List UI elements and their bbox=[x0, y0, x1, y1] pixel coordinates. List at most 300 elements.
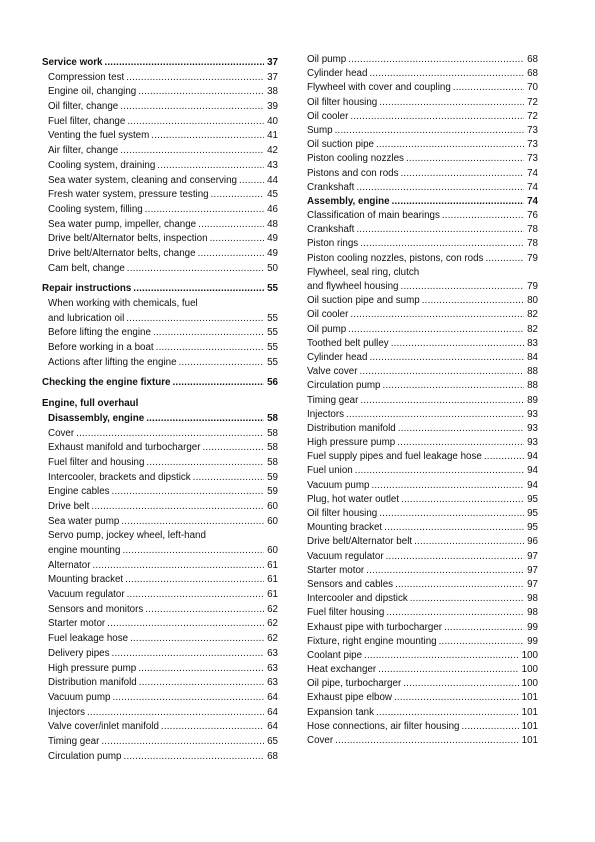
dot-leader bbox=[179, 356, 265, 371]
toc-page-number: 88 bbox=[527, 380, 538, 392]
toc-entry bbox=[307, 621, 538, 635]
toc-page-number: 61 bbox=[267, 559, 278, 571]
toc-entry-title: Circulation pump bbox=[307, 380, 381, 392]
toc-entry-line bbox=[307, 450, 538, 464]
toc-entry-title: Oil filter housing bbox=[307, 508, 378, 519]
dot-leader bbox=[101, 735, 264, 750]
toc-entry bbox=[307, 323, 538, 337]
toc-page-number: 73 bbox=[527, 124, 538, 136]
toc-page-number: 62 bbox=[267, 603, 278, 615]
dot-leader bbox=[359, 365, 524, 379]
toc-entry-title: Sea water system, cleaning and conserving bbox=[48, 174, 237, 186]
toc-entry bbox=[307, 152, 538, 166]
toc-entry-line bbox=[48, 85, 278, 100]
toc-page-number: 49 bbox=[267, 247, 278, 259]
toc-entry-line bbox=[307, 663, 538, 677]
toc-entry-title: Fuel filter and housing bbox=[48, 456, 145, 468]
toc-entry-title: Vacuum pump bbox=[307, 479, 370, 491]
toc-entry-title: Service work bbox=[42, 57, 103, 68]
toc-page-number: 98 bbox=[527, 593, 538, 605]
toc-entry-title: Engine cables bbox=[48, 486, 110, 498]
toc-entry bbox=[42, 71, 278, 86]
toc-entry-title: Cam belt, change bbox=[48, 262, 125, 274]
toc-entry-line bbox=[307, 649, 538, 663]
toc-entry bbox=[307, 365, 538, 379]
toc-entry-title: Drive belt bbox=[48, 500, 90, 512]
toc-entry-line bbox=[307, 167, 538, 181]
toc-entry bbox=[307, 535, 538, 549]
toc-entry-title: Sensors and monitors bbox=[48, 603, 144, 615]
toc-page-number: 38 bbox=[267, 86, 278, 98]
toc-page-number: 64 bbox=[267, 721, 278, 733]
toc-entry-line bbox=[48, 262, 278, 277]
toc-entry-line bbox=[42, 376, 278, 391]
toc-entry-line bbox=[48, 691, 278, 706]
toc-entry bbox=[307, 521, 538, 535]
toc-entry-title: Sea water pump, impeller, change bbox=[48, 218, 197, 230]
toc-entry bbox=[42, 456, 278, 471]
dot-leader bbox=[126, 312, 264, 327]
toc-entry bbox=[307, 138, 538, 152]
dot-leader bbox=[126, 71, 264, 86]
toc-page-number: 63 bbox=[267, 677, 278, 689]
toc-page-number: 99 bbox=[527, 621, 538, 633]
toc-entry-title: Pistons and con rods bbox=[307, 167, 399, 179]
toc-entry-line bbox=[48, 456, 278, 471]
dot-leader bbox=[350, 110, 524, 124]
toc-page-number: 55 bbox=[267, 312, 278, 324]
toc-entry-title: Alternator bbox=[48, 559, 91, 571]
toc-section-heading bbox=[307, 195, 538, 209]
toc-entry-line bbox=[48, 356, 278, 371]
toc-entry bbox=[42, 159, 278, 174]
toc-entry bbox=[42, 485, 278, 500]
toc-entry-title: Valve cover bbox=[307, 366, 358, 378]
toc-page-number: 95 bbox=[527, 493, 538, 505]
toc-entry bbox=[307, 81, 538, 95]
toc-entry bbox=[42, 203, 278, 218]
toc-entry bbox=[307, 294, 538, 308]
dot-leader bbox=[239, 174, 264, 189]
toc-page-number: 74 bbox=[527, 181, 538, 193]
dot-leader bbox=[172, 376, 264, 391]
toc-entry-line bbox=[307, 124, 538, 138]
toc-entry-title: Flywheel with cover and coupling bbox=[307, 82, 451, 94]
toc-entry-title: Fuel filter, change bbox=[48, 115, 126, 127]
toc-entry-title: Delivery pipes bbox=[48, 647, 110, 659]
toc-page-number: 93 bbox=[527, 422, 538, 434]
toc-entry-line bbox=[307, 351, 538, 365]
toc-page-number: 93 bbox=[527, 437, 538, 449]
toc-page-number: 94 bbox=[527, 451, 538, 463]
toc-page-number: 78 bbox=[527, 224, 538, 236]
toc-entry bbox=[42, 735, 278, 750]
dot-leader bbox=[392, 195, 525, 209]
toc-section-heading bbox=[42, 412, 278, 427]
toc-page-number: 101 bbox=[521, 720, 538, 732]
toc-column-right bbox=[307, 53, 538, 748]
toc-entry-title: Engine oil, changing bbox=[48, 86, 137, 98]
toc-entry-title: Drive belt/Alternator belt bbox=[307, 536, 413, 548]
dot-leader bbox=[350, 308, 524, 322]
toc-entry-line bbox=[48, 174, 278, 189]
toc-entry bbox=[42, 188, 278, 203]
toc-entry-line bbox=[48, 735, 278, 750]
toc-page-number: 46 bbox=[267, 203, 278, 215]
toc-entry bbox=[307, 564, 538, 578]
dot-leader bbox=[386, 606, 524, 620]
toc-entry bbox=[42, 232, 278, 247]
dot-leader bbox=[395, 578, 524, 592]
toc-entry-title: High pressure pump bbox=[307, 437, 396, 449]
toc-entry-title: Fuel supply pipes and fuel leakage hose bbox=[307, 451, 482, 463]
toc-entry-title: Circulation pump bbox=[48, 750, 122, 762]
toc-entry-title: Checking the engine fixture bbox=[42, 377, 171, 389]
dot-leader bbox=[369, 351, 524, 365]
toc-entry-title: Fuel union bbox=[307, 465, 353, 477]
toc-page-number: 56 bbox=[267, 377, 278, 389]
toc-page-number: 61 bbox=[267, 574, 278, 586]
toc-entry bbox=[307, 252, 538, 266]
toc-page-number: 76 bbox=[527, 210, 538, 222]
dot-leader bbox=[161, 720, 264, 735]
dot-leader bbox=[120, 100, 264, 115]
toc-entry-title-line: When working with chemicals, fuel bbox=[48, 298, 198, 309]
toc-page-number: 98 bbox=[527, 607, 538, 619]
toc-entry bbox=[307, 96, 538, 110]
toc-section-heading bbox=[42, 376, 278, 391]
toc-entry-line bbox=[48, 100, 278, 115]
toc-entry-line bbox=[307, 280, 538, 294]
toc-entry bbox=[307, 167, 538, 181]
toc-entry-line bbox=[307, 493, 538, 507]
toc-entry-line bbox=[48, 71, 278, 86]
toc-page-number: 68 bbox=[267, 750, 278, 762]
toc-entry-line bbox=[42, 56, 278, 71]
toc-page-number: 74 bbox=[527, 195, 538, 207]
toc-entry bbox=[307, 237, 538, 251]
toc-entry-line bbox=[307, 152, 538, 166]
toc-entry-title: Actions after lifting the engine bbox=[48, 356, 177, 368]
toc-entry-title: engine mounting bbox=[48, 545, 121, 556]
toc-entry-line bbox=[307, 67, 538, 81]
toc-page-number: 48 bbox=[267, 218, 278, 230]
dot-leader bbox=[364, 649, 519, 663]
toc-entry-line bbox=[48, 341, 278, 356]
toc-page-number: 78 bbox=[527, 238, 538, 250]
dot-leader bbox=[398, 422, 524, 436]
toc-entry bbox=[307, 436, 538, 450]
toc-entry-line bbox=[307, 223, 538, 237]
toc-entry-title: Sensors and cables bbox=[307, 578, 394, 590]
toc-entry-line bbox=[307, 436, 538, 450]
toc-page-number: 43 bbox=[267, 159, 278, 171]
toc-entry-line bbox=[307, 521, 538, 535]
toc-entry-line bbox=[307, 621, 538, 635]
dot-leader bbox=[360, 394, 524, 408]
toc-page-number: 62 bbox=[267, 618, 278, 630]
toc-entry-line bbox=[48, 232, 278, 247]
toc-entry-line bbox=[307, 323, 538, 337]
toc-entry-line bbox=[48, 441, 278, 456]
toc-entry-title: Crankshaft bbox=[307, 224, 355, 236]
toc-entry bbox=[307, 450, 538, 464]
toc-entry-title: Mounting bracket bbox=[48, 574, 124, 586]
dot-leader bbox=[146, 412, 264, 427]
toc-entry-line bbox=[307, 209, 538, 223]
dot-leader bbox=[355, 464, 524, 478]
toc-entry bbox=[42, 573, 278, 588]
toc-page-number: 50 bbox=[267, 262, 278, 274]
toc-page-number: 82 bbox=[527, 309, 538, 321]
toc-page-number: 97 bbox=[527, 564, 538, 576]
toc-page-number: 58 bbox=[267, 442, 278, 454]
toc-entry-title: Distribution manifold bbox=[307, 422, 396, 434]
toc-entry bbox=[42, 427, 278, 442]
toc-entry bbox=[307, 507, 538, 521]
toc-entry-line bbox=[307, 578, 538, 592]
toc-page-number: 62 bbox=[267, 633, 278, 645]
toc-entry-line bbox=[307, 81, 538, 95]
toc-entry bbox=[307, 464, 538, 478]
toc-entry-line bbox=[48, 647, 278, 662]
dot-leader bbox=[112, 485, 265, 500]
toc-entry bbox=[307, 124, 538, 138]
dot-leader bbox=[130, 632, 264, 647]
toc-page-number: 58 bbox=[267, 427, 278, 439]
toc-section-heading bbox=[42, 397, 278, 412]
toc-page-number: 59 bbox=[267, 486, 278, 498]
toc-page-number: 73 bbox=[527, 153, 538, 165]
toc-entry-title: Timing gear bbox=[307, 394, 359, 406]
dot-leader bbox=[104, 56, 264, 71]
toc-entry-line bbox=[307, 734, 538, 748]
toc-entry-title: Disassembly, engine bbox=[48, 412, 145, 424]
toc-column-left bbox=[42, 56, 278, 764]
toc-page-number: 95 bbox=[527, 508, 538, 519]
dot-leader bbox=[92, 559, 264, 574]
toc-entry bbox=[307, 422, 538, 436]
dot-leader bbox=[76, 427, 264, 442]
toc-entry-line bbox=[48, 632, 278, 647]
toc-entry-line bbox=[307, 706, 538, 720]
dot-leader bbox=[198, 218, 264, 233]
dot-leader bbox=[391, 337, 524, 351]
toc-entry bbox=[42, 441, 278, 456]
toc-entry-line bbox=[307, 592, 538, 606]
toc-entry bbox=[42, 647, 278, 662]
dot-leader bbox=[124, 750, 265, 765]
toc-entry-line bbox=[307, 507, 538, 521]
dot-leader bbox=[87, 706, 264, 721]
toc-entry-title: Cylinder head bbox=[307, 68, 368, 80]
toc-entry-line bbox=[48, 144, 278, 159]
toc-page-number: 63 bbox=[267, 647, 278, 659]
dot-leader bbox=[484, 450, 524, 464]
toc-section-heading bbox=[42, 56, 278, 71]
toc-page-number: 95 bbox=[527, 522, 538, 534]
toc-section-heading bbox=[42, 282, 278, 297]
toc-entry-line bbox=[307, 550, 538, 564]
toc-entry-line bbox=[48, 720, 278, 735]
toc-page-number: 80 bbox=[527, 295, 538, 307]
toc-entry-title: Oil pipe, turbocharger bbox=[307, 678, 402, 690]
toc-entry bbox=[42, 559, 278, 574]
toc-entry-line bbox=[48, 500, 278, 515]
toc-entry-line bbox=[48, 427, 278, 442]
toc-entry bbox=[42, 529, 278, 558]
toc-entry-title: Cover bbox=[48, 427, 75, 439]
toc-entry bbox=[307, 677, 538, 691]
toc-entry-line bbox=[48, 203, 278, 218]
toc-entry-title: Assembly, engine bbox=[307, 195, 390, 207]
toc-page-number: 83 bbox=[527, 337, 538, 349]
toc-entry bbox=[307, 337, 538, 351]
dot-leader bbox=[335, 734, 519, 748]
toc-page-number: 49 bbox=[267, 233, 278, 245]
toc-entry bbox=[307, 606, 538, 620]
toc-page-number: 64 bbox=[267, 691, 278, 703]
toc-entry bbox=[42, 632, 278, 647]
dot-leader bbox=[485, 252, 524, 266]
toc-entry bbox=[42, 129, 278, 144]
toc-page-number: 65 bbox=[267, 735, 278, 747]
toc-entry-title: Piston rings bbox=[307, 238, 359, 250]
toc-entry-line bbox=[307, 252, 538, 266]
toc-entry-line bbox=[48, 588, 278, 603]
toc-entry-title: Vacuum regulator bbox=[307, 550, 384, 562]
toc-entry-title: Exhaust pipe elbow bbox=[307, 692, 392, 704]
toc-entry-title: Hose connections, air filter housing bbox=[307, 720, 460, 732]
toc-entry bbox=[307, 663, 538, 677]
toc-page-number: 72 bbox=[527, 96, 538, 108]
dot-leader bbox=[442, 209, 524, 223]
toc-entry-title: Before lifting the engine bbox=[48, 327, 151, 339]
dot-leader bbox=[138, 85, 264, 100]
toc-entry-line bbox=[48, 603, 278, 618]
toc-entry-line bbox=[307, 294, 538, 308]
toc-entry bbox=[42, 691, 278, 706]
dot-leader bbox=[122, 544, 264, 559]
toc-page-number: 40 bbox=[267, 115, 278, 127]
toc-page-number: 93 bbox=[527, 408, 538, 420]
toc-page-number: 37 bbox=[267, 71, 278, 83]
toc-entry-line bbox=[48, 676, 278, 691]
toc-entry bbox=[307, 209, 538, 223]
toc-entry-line bbox=[48, 218, 278, 233]
toc-entry bbox=[42, 85, 278, 100]
toc-entry bbox=[42, 676, 278, 691]
toc-entry-title: Toothed belt pulley bbox=[307, 337, 389, 349]
toc-page-number: 97 bbox=[527, 550, 538, 562]
toc-entry-title: Oil filter, change bbox=[48, 101, 119, 113]
toc-entry-title: Oil pump bbox=[307, 323, 347, 335]
toc-entry bbox=[307, 649, 538, 663]
toc-entry-line bbox=[307, 535, 538, 549]
toc-entry-line bbox=[307, 181, 538, 195]
toc-entry-title: High pressure pump bbox=[48, 662, 137, 674]
dot-leader bbox=[125, 573, 264, 588]
toc-entry bbox=[307, 110, 538, 124]
dot-leader bbox=[403, 677, 518, 691]
dot-leader bbox=[379, 507, 524, 521]
toc-entry-title: Heat exchanger bbox=[307, 664, 377, 676]
toc-page-number: 55 bbox=[267, 342, 278, 354]
toc-page-number: 101 bbox=[521, 706, 538, 718]
dot-leader bbox=[369, 67, 524, 81]
toc-page-number: 55 bbox=[267, 283, 278, 295]
toc-entry-line bbox=[307, 379, 538, 393]
dot-leader bbox=[151, 129, 264, 144]
dot-leader bbox=[107, 617, 264, 632]
dot-leader bbox=[371, 479, 524, 493]
dot-leader bbox=[112, 647, 265, 662]
toc-page-number: 101 bbox=[521, 692, 538, 704]
toc-page-number: 84 bbox=[527, 351, 538, 363]
dot-leader bbox=[127, 115, 264, 130]
toc-entry-line bbox=[42, 397, 278, 412]
toc-entry-title: Air filter, change bbox=[48, 145, 119, 157]
toc-entry-title: Starter motor bbox=[307, 564, 365, 576]
toc-entry-line bbox=[307, 110, 538, 124]
toc-entry-line bbox=[42, 282, 278, 297]
toc-entry bbox=[307, 379, 538, 393]
dot-leader bbox=[157, 159, 264, 174]
toc-entry bbox=[42, 247, 278, 262]
dot-leader bbox=[146, 456, 264, 471]
toc-entry-title: Cylinder head bbox=[307, 351, 368, 363]
toc-entry-title: Oil cooler bbox=[307, 110, 349, 122]
toc-entry bbox=[307, 734, 538, 748]
toc-page-number: 45 bbox=[267, 189, 278, 201]
toc-page-number: 100 bbox=[521, 678, 538, 690]
toc-entry-line bbox=[48, 412, 278, 427]
dot-leader bbox=[376, 138, 524, 152]
toc-entry-line bbox=[48, 312, 278, 327]
toc-entry-line bbox=[307, 408, 538, 422]
toc-entry bbox=[42, 326, 278, 341]
toc-entry bbox=[42, 297, 278, 326]
dot-leader bbox=[379, 96, 524, 110]
toc-entry bbox=[307, 53, 538, 67]
dot-leader bbox=[210, 232, 265, 247]
toc-entry-title: Cooling system, draining bbox=[48, 159, 156, 171]
toc-page-number: 55 bbox=[267, 327, 278, 339]
toc-page-number: 74 bbox=[527, 167, 538, 179]
dot-leader bbox=[444, 621, 524, 635]
toc-entry-line bbox=[307, 96, 538, 110]
toc-page-number: 100 bbox=[521, 664, 538, 676]
dot-leader bbox=[394, 691, 519, 705]
toc-entry-title: Injectors bbox=[48, 706, 86, 718]
toc-entry-line bbox=[48, 706, 278, 721]
toc-entry-line bbox=[307, 237, 538, 251]
toc-page-number: 63 bbox=[267, 662, 278, 674]
toc-entry-line bbox=[48, 471, 278, 486]
toc-page-number: 72 bbox=[527, 110, 538, 122]
toc-entry-title: Timing gear bbox=[48, 735, 100, 747]
toc-entry bbox=[42, 750, 278, 765]
toc-page-number: 70 bbox=[527, 82, 538, 94]
toc-page-number: 101 bbox=[521, 735, 538, 746]
dot-leader bbox=[414, 535, 524, 549]
toc-entry bbox=[307, 720, 538, 734]
toc-page-number: 73 bbox=[527, 139, 538, 151]
toc-entry-title-line: Flywheel, seal ring, clutch bbox=[307, 266, 420, 278]
toc-page-number: 88 bbox=[527, 366, 538, 378]
toc-entry bbox=[42, 115, 278, 130]
toc-entry-line bbox=[307, 422, 538, 436]
